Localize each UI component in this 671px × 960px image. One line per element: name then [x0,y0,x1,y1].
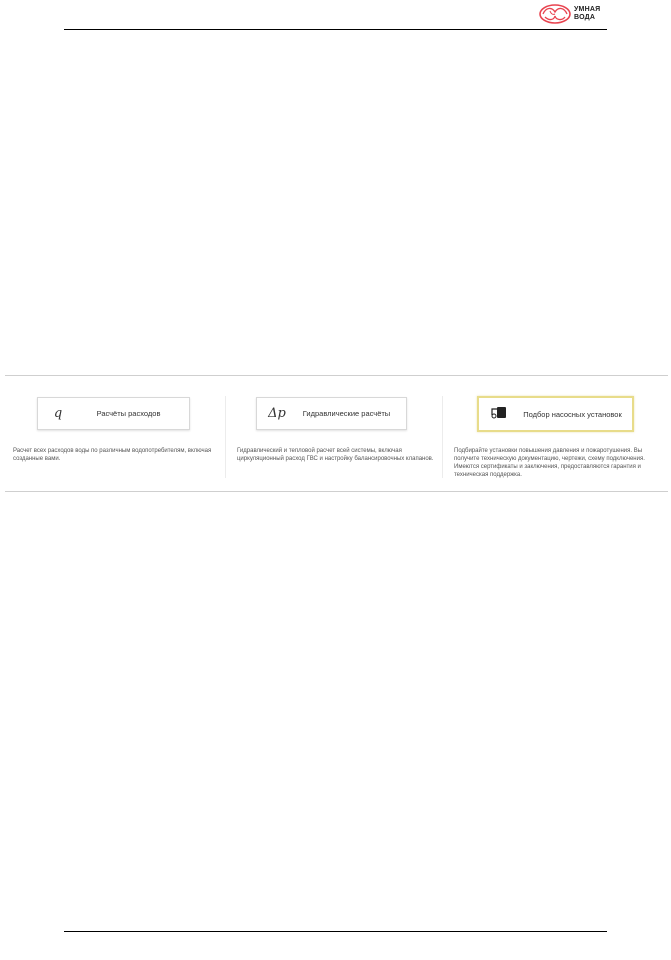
hydraulic-calculations-description: Гидравлический и тепловой расчет всей системы, включая циркуляционный расход ГВС и настройку балансировочных клапанов. [237,448,434,462]
brand-name [574,6,600,22]
pump-selection-label: Подбор насосных установок [523,409,622,419]
pump-unit-icon [491,405,507,419]
hydraulic-calculations-button[interactable] [256,397,407,430]
brand-logo[interactable] [538,2,610,26]
brand-line-1: УМНАЯ [574,6,601,13]
footer-rule [64,931,607,932]
brain-logo-icon [538,3,572,25]
column-divider [442,396,443,478]
flow-calculations-button[interactable] [37,397,190,430]
services-panel [5,375,668,492]
card-pump-selection [445,376,665,491]
card-flow-calculations [5,376,225,491]
hydraulic-calculations-label: Гидравлические расчёты [302,409,391,418]
card-hydraulic-calculations [227,376,442,491]
pressure-delta-icon: Δp [268,406,286,421]
column-divider [225,396,226,478]
flow-q-icon: q [53,406,63,421]
pump-selection-button[interactable] [477,396,634,432]
header-rule [64,29,607,30]
pump-selection-description: Подбирайте установки повышения давления и пожаротушения. Вы получите техническую документацию, чертежи, схему подключения. Имеются сертификаты и заключения, предоставляются гарантия и техническая поддержка. [454,448,645,478]
pump-unit-icon [479,405,519,423]
flow-calculations-label: Расчёты расходов [96,409,161,418]
flow-calculations-description: Расчет всех расходов воды по различным водопотребителям, включая созданные вами. [13,448,212,462]
brand-line-2: ВОДА [574,14,596,21]
